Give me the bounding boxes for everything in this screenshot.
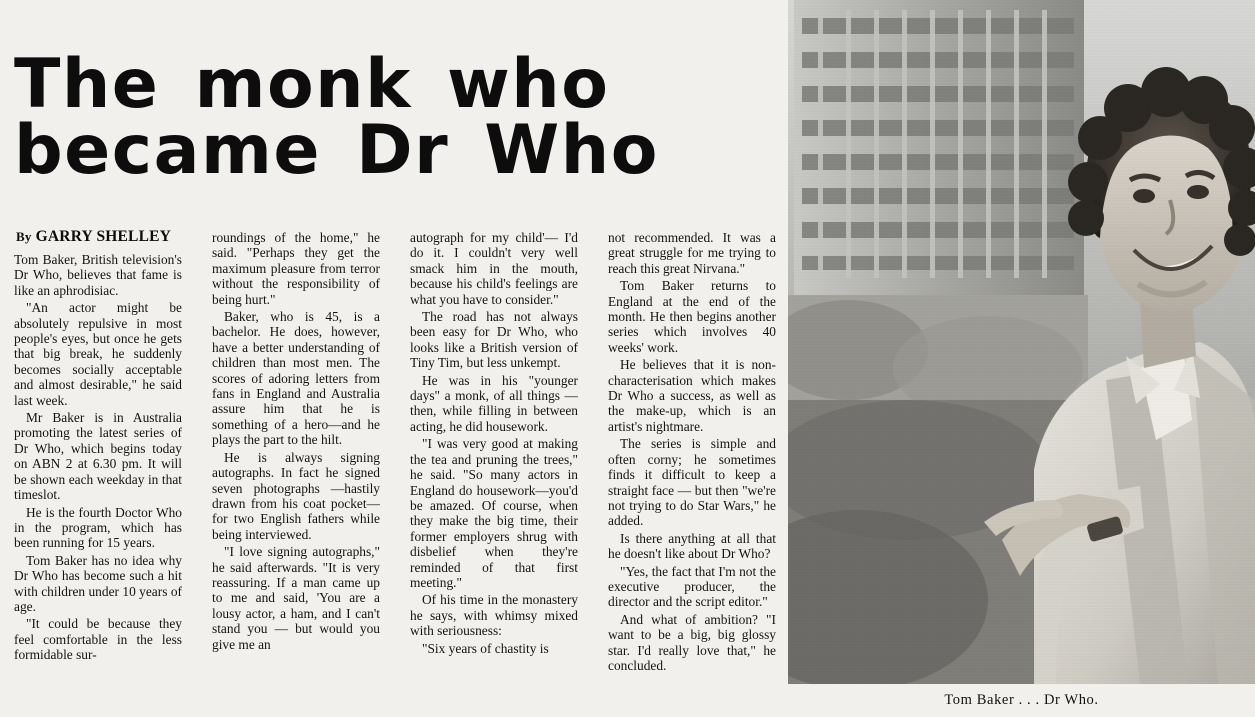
paragraph: "An actor might be absolutely repulsive in most people's eyes, but once he gets that big break, he suddenly becomes socially acceptable and almost desirable," he said last week.: [14, 300, 182, 408]
paragraph: Tom Baker returns to England at the end of the month. He then begins another series which involves 40 weeks' work.: [608, 278, 776, 355]
paragraph: Baker, who is 45, is a bachelor. He does, however, have a better understanding of children than most men. The scores of adoring letters from fans in England and Australia assure him that he is something of a hero—and he plays the part to the hilt.: [212, 309, 380, 448]
paragraph: The series is simple and often corny; he sometimes finds it difficult to keep a straight face — but then "we're not trying to do Star Wars," he added.: [608, 436, 776, 529]
paragraph: "Yes, the fact that I'm not the executive producer, the director and the script editor.": [608, 563, 776, 610]
paragraph: "It could be because they feel comfortable in the less formidable sur-: [14, 616, 182, 663]
paragraph: And what of ambition? "I want to be a big, big glossy star. I'd really love that," he concluded.: [608, 611, 776, 673]
paragraph: "I love signing autographs," he said afterwards. "It is very reassuring. If a man came up to me and said, 'You are a lousy actor, a ham, and I can't stand you — but would you give me an: [212, 544, 380, 652]
paragraph: Tom Baker, British television's Dr Who, believes that fame is like an aphrodisiac.: [14, 252, 182, 298]
paragraph: Mr Baker is in Australia promoting the latest series of Dr Who, which begins today on ABN 2 at 6.30 pm. It will be shown each weekday in that timeslot.: [14, 410, 182, 503]
photo-caption: Tom Baker . . . Dr Who.: [788, 684, 1255, 717]
paragraph: Is there anything at all that he doesn't like about Dr Who?: [608, 530, 776, 562]
paragraph: He is the fourth Doctor Who in the program, which has been running for 15 years.: [14, 504, 182, 551]
photo-block: [788, 0, 1255, 717]
paragraph: He believes that it is non-characterisation which makes Dr Who a success, as well as the make-up, which is an artist's nightmare.: [608, 357, 776, 434]
paragraph: roundings of the home," he said. "Perhaps they get the maximum pleasure from terror without the responsibility of being hurt.": [212, 230, 380, 307]
byline-author: GARRY SHELLEY: [35, 228, 172, 245]
byline: [16, 228, 196, 246]
paragraph: Of his time in the monastery he says, with whimsy mixed with seriousness:: [410, 592, 578, 639]
headline-line-2: became Dr Who: [14, 111, 659, 191]
article-column-3: [410, 230, 578, 714]
paragraph: not recommended. It was a great struggle for me trying to reach this great Nirvana.": [608, 230, 776, 276]
paragraph: He was in his "younger days" a monk, of all things —then, while filling in between acting, he did housework.: [410, 372, 578, 434]
page-title: [14, 44, 774, 191]
paragraph: Tom Baker has no idea why Dr Who has become such a hit with children under 10 years of age.: [14, 552, 182, 614]
byline-prefix: By: [16, 229, 32, 244]
article-column-1: [14, 252, 182, 714]
tom-baker-photo: [788, 0, 1255, 684]
paragraph: autograph for my child'— I'd do it. I couldn't very well smack him in the mouth, because his child's feelings are what you have to consider.": [410, 230, 578, 307]
headline-line-1: The monk who: [14, 44, 610, 124]
paragraph: He is always signing autographs. In fact he signed seven photographs —hastily drawn from his coat pocket—for two English fathers while being interviewed.: [212, 449, 380, 542]
paragraph: "I was very good at making the tea and pruning the trees," he said. "So many actors in England do housework—you'd be amazed. Of course, when they make the big time, their former employers shrug with disbelief when they're reminded of that first meeting.": [410, 436, 578, 590]
paragraph: "Six years of chastity is: [422, 640, 549, 656]
article-column-4: [608, 230, 776, 714]
article-column-2: [212, 230, 380, 714]
paragraph: The road has not always been easy for Dr Who, who looks like a British version of Tiny Tim, but less unkempt.: [410, 309, 578, 371]
